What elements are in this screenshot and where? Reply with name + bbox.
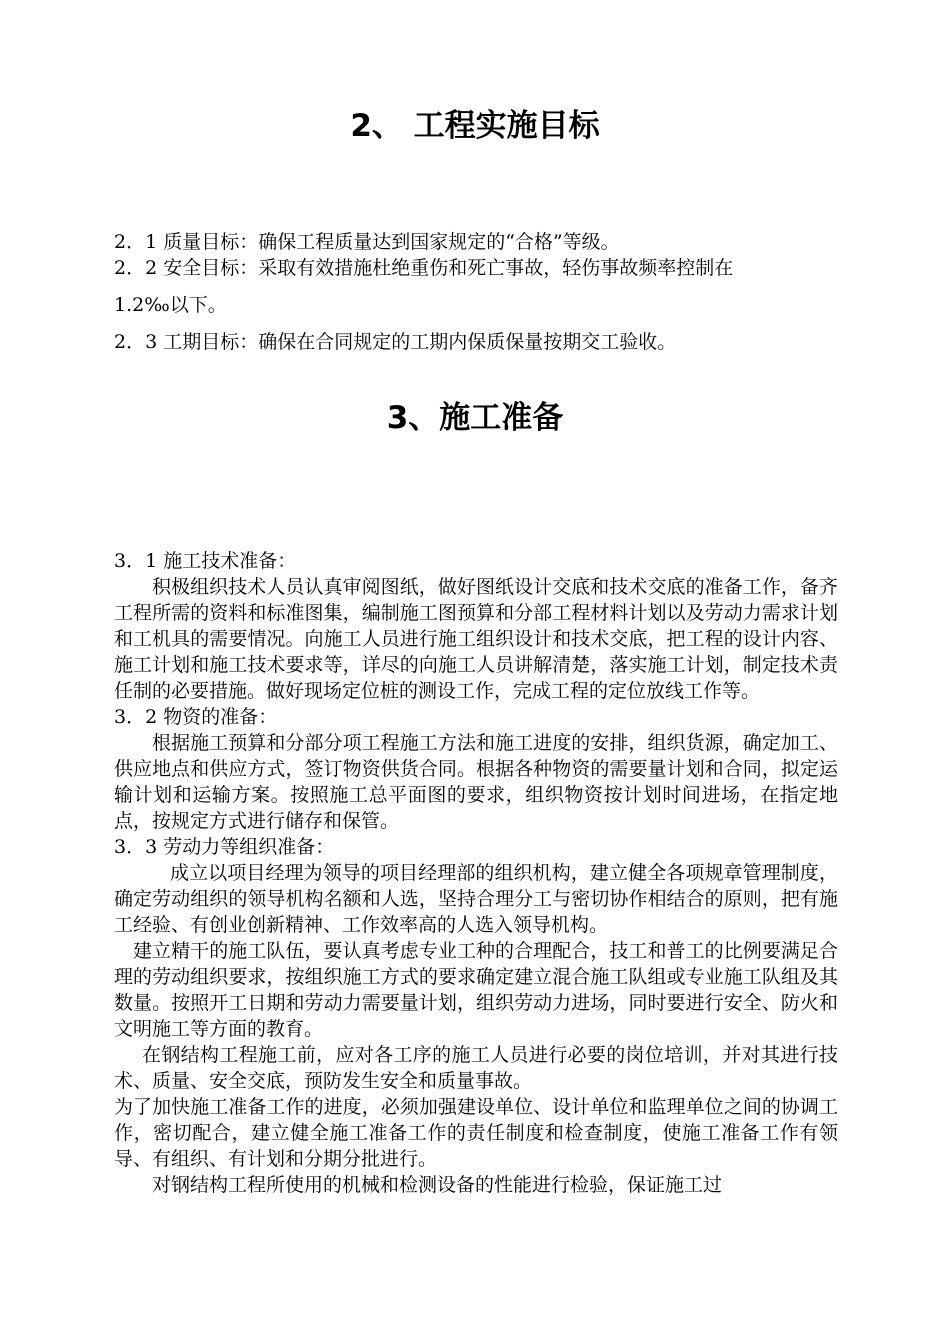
subsection-3-3-paragraph-3: 在钢结构工程施工前，应对各工序的施工人员进行必要的岗位培训，并对其进行技术、质量、安全交底，预防发生安全和质量事故。 [114, 1044, 838, 1092]
subsection-3-2-title: 3．2 物资的准备： [114, 706, 278, 728]
subsection-3-3-paragraph-4: 为了加快施工准备工作的进度，必须加强建设单位、设计单位和监理单位之间的协调工作，密切配合，建立健全施工准备工作的责任制度和检查制度，使施工准备工作有领导、有组织、有计划和分期分批进行。 [114, 1096, 838, 1170]
section-2-heading: 2、 工程实施目标 [350, 108, 600, 144]
subsection-3-3-paragraph-1: 成立以项目经理为领导的项目经理部的组织机构，建立健全各项规章管理制度，确定劳动组织的领导机构名额和人选，坚持合理分工与密切协作相结合的原则，把有施工经验、有创业创新精神、工作效率高的人选入领导机构。 [114, 862, 838, 936]
section-3-heading: 3、施工准备 [386, 400, 564, 436]
subsection-3-1-title: 3．1 施工技术准备： [114, 550, 297, 572]
safety-target-continued: 1.2‰以下。 [114, 294, 227, 316]
schedule-target: 2．3 工期目标：确保在合同规定的工期内保质保量按期交工验收。 [114, 331, 677, 353]
quality-target: 2．1 质量目标：确保工程质量达到国家规定的“合格”等级。 [114, 231, 620, 253]
subsection-3-3-paragraph-5: 对钢结构工程所使用的机械和检测设备的性能进行检验，保证施工过 [152, 1174, 723, 1196]
safety-target: 2．2 安全目标：采取有效措施杜绝重伤和死亡事故，轻伤事故频率控制在 [114, 257, 734, 279]
subsection-3-1-body: 积极组织技术人员认真审阅图纸，做好图纸设计交底和技术交底的准备工作，备齐工程所需的资料和标准图集，编制施工图预算和分部工程材料计划以及劳动力需求计划和工机具的需要情况。向施工人员进行施工组织设计和技术交底，把工程的设计内容、施工计划和施工技术要求等，详尽的向施工人员讲解清楚，落实施工计划，制定技术责任制的必要措施。做好现场定位桩的测设工作，完成工程的定位放线工作等。 [114, 576, 838, 702]
subsection-3-2-body: 根据施工预算和分部分项工程施工方法和施工进度的安排，组织货源，确定加工、供应地点和供应方式，签订物资供货合同。根据各种物资的需要量计划和合同，拟定运输计划和运输方案。按照施工总平面图的要求，组织物资按计划时间进场，在指定地点，按规定方式进行储存和保管。 [114, 732, 838, 832]
subsection-3-3-paragraph-2: 建立精干的施工队伍，要认真考虑专业工种的合理配合，技工和普工的比例要满足合理的劳动组织要求，按组织施工方式的要求确定建立混合施工队组或专业施工队组及其数量。按照开工日期和劳动力需要量计划，组织劳动力进场，同时要进行安全、防火和文明施工等方面的教育。 [114, 940, 838, 1040]
subsection-3-3-title: 3．3 劳动力等组织准备： [114, 836, 335, 858]
section-3-body [114, 548, 838, 1198]
